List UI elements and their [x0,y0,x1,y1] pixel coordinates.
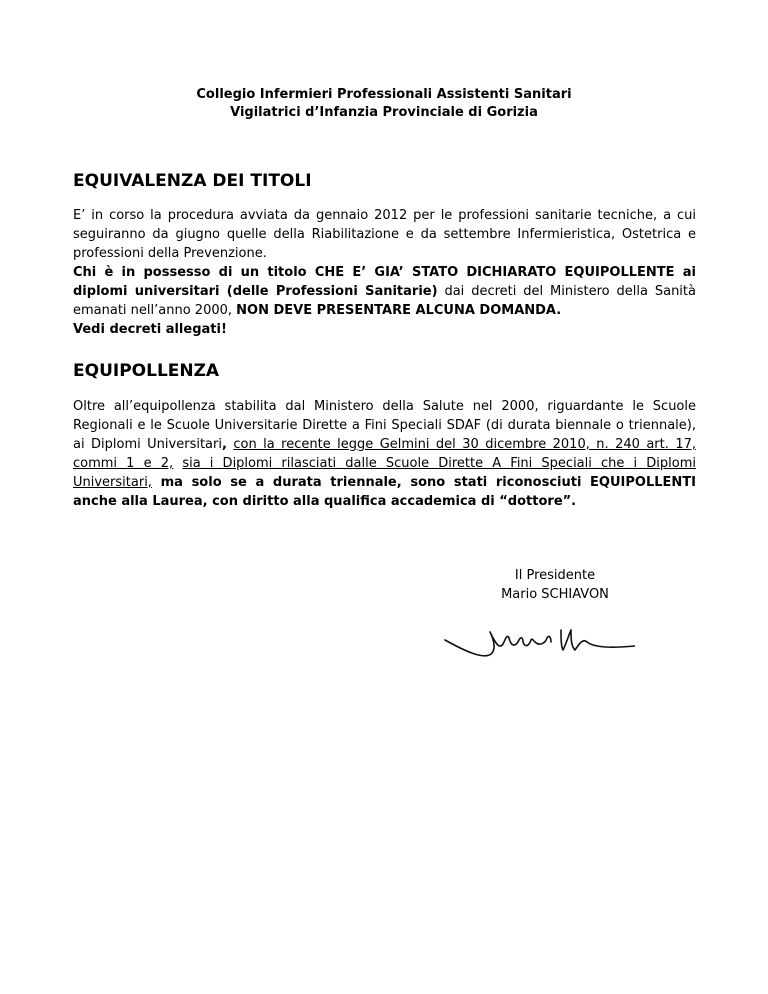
section-title-equivalenza: EQUIVALENZA DEI TITOLI [73,171,312,191]
handwritten-signature [443,624,635,664]
section1-text-bold-end: NON DEVE PRESENTARE ALCUNA DOMANDA. [236,303,562,318]
signoff-name: Mario SCHIAVON [501,587,609,602]
signoff-block [480,566,630,604]
section2-text-1: Oltre all’equipollenza stabilita dal Ministero della Salute nel 2000, riguardante le Scuole Regionali e le Scuole Universitarie Dirette a Fini Speciali SDAF (di durata biennale o triennale), ai Diplomi Universitari [73,399,696,452]
section1-text-normal: dai decreti del Ministero della Sanità emanati nell’anno 2000, [73,284,696,318]
section2-text-comma: , [221,437,227,452]
section1-text-bold: Chi è in possesso di un titolo CHE E’ GIA’ STATO DICHIARATO EQUIPOLLENTE ai diplomi universitari (delle Professioni Sanitarie) [73,265,696,299]
section-title-equipollenza: EQUIPOLLENZA [73,361,220,381]
section2-text-diplomas: sia i Diplomi rilasciati dalle Scuole Dirette A Fini Speciali che i Diplomi Universitari, [73,456,697,490]
section1-text-see-decrees: Vedi decreti allegati! [73,322,227,337]
section2-text-space-2 [173,456,182,471]
section1-paragraph [73,206,696,339]
section2-text-law-reference: con la recente legge Gelmini del 30 dicembre 2010, n. 240 art. 17, commi 1 e 2, [73,437,696,471]
section2-text-bold-conclusion: ma solo se a durata triennale, sono stati riconosciuti EQUIPOLLENTI anche alla Laurea, con diritto alla qualifica accademica di “dottore”. [73,475,696,509]
header-line-1: Collegio Infermieri Professionali Assistenti Sanitari [196,87,572,102]
section2-paragraph [73,397,696,511]
header-line-2: Vigilatrici d’Infanzia Provinciale di Gorizia [230,105,538,120]
document-header [0,86,768,122]
signoff-role: Il Presidente [514,568,596,583]
section1-text-intro: E’ in corso la procedura avviata da gennaio 2012 per le professioni sanitarie tecniche, a cui seguiranno da giugno quelle della Riabilitazione e da settembre Infermieristica, Ostetrica e professioni della Prevenzione. [73,208,696,261]
